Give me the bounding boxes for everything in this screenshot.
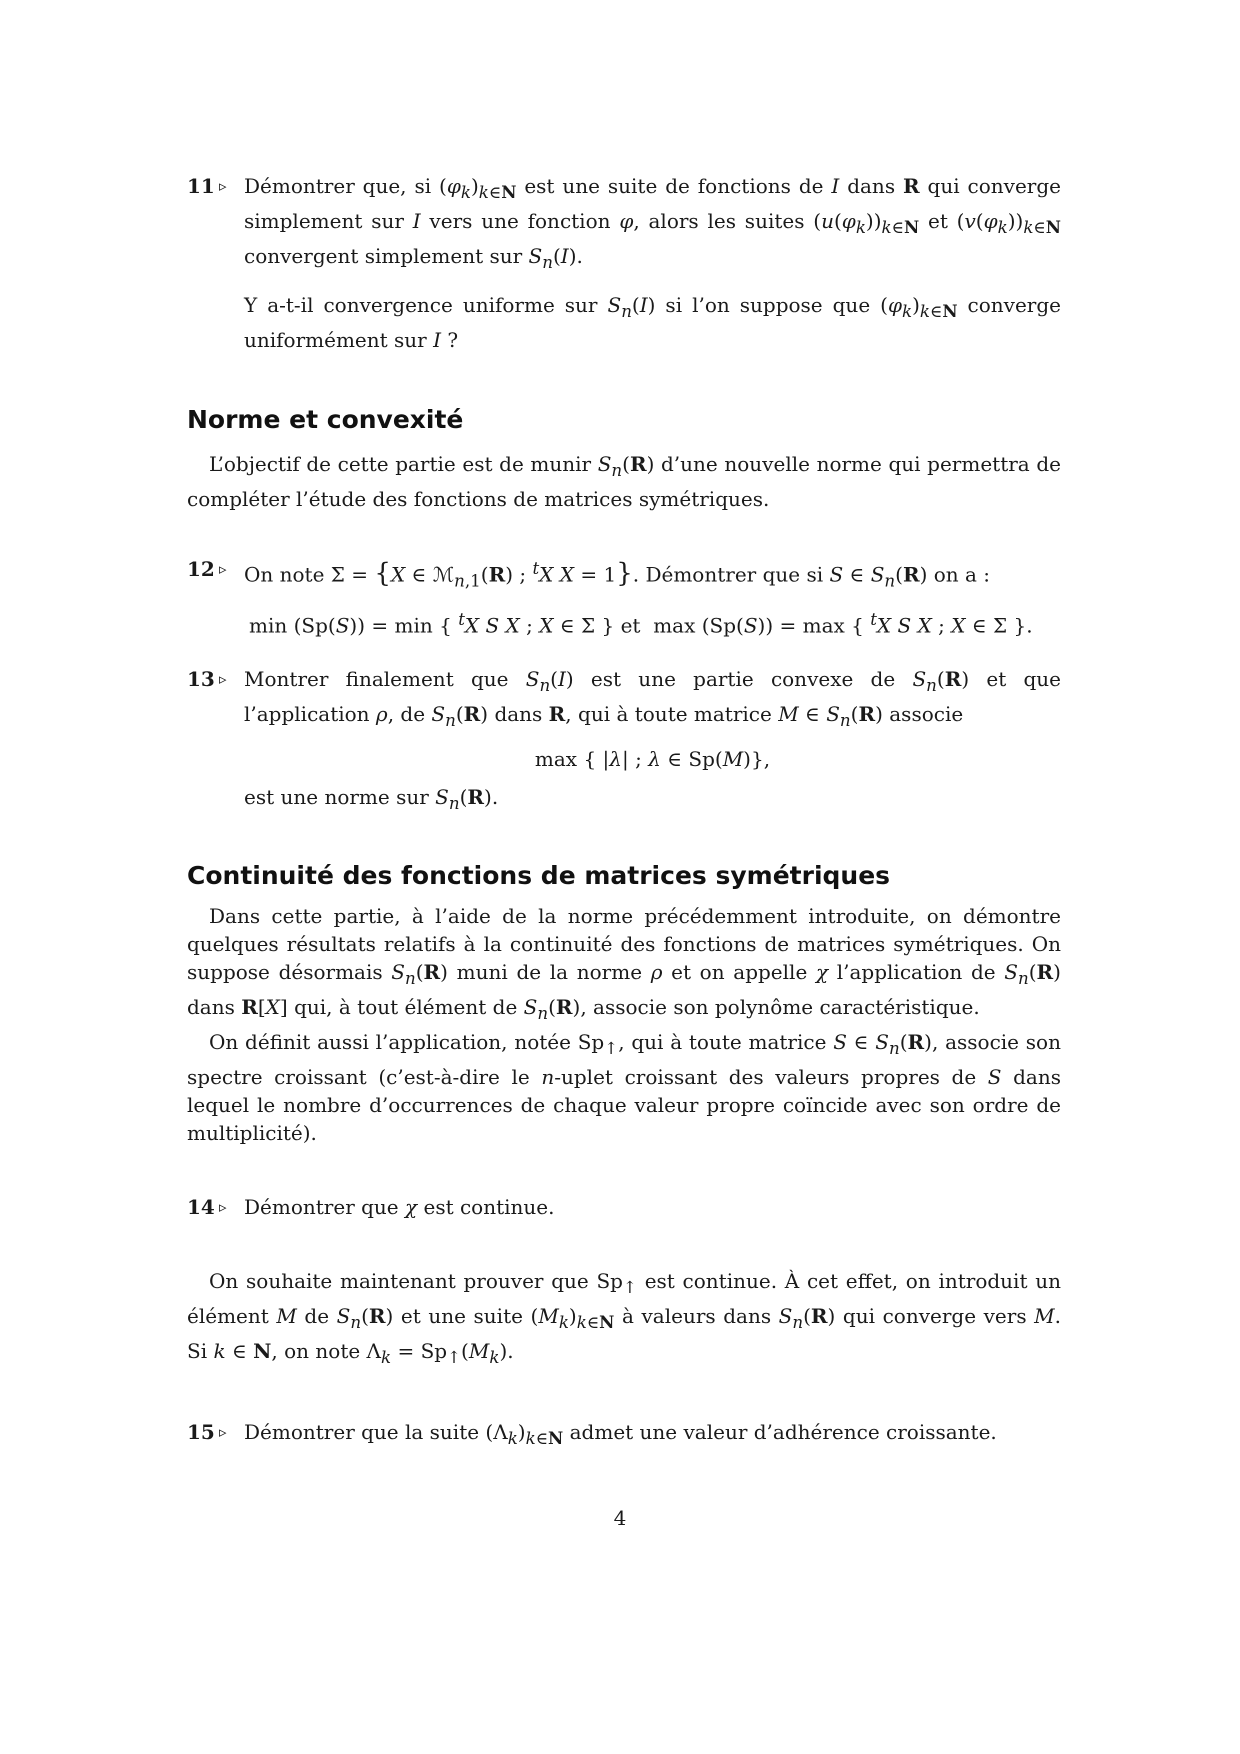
question-text: Démontrer que la suite $(\Lambda_k)_{k\in N}$ admet une valeur d’adhérence croissante.	[244, 1420, 997, 1449]
section-paragraph: Dans cette partie, à l’aide de la norme précédemment introduite, on démontre quelques résultats relatifs à la continuité des fonctions de matrices symétriques. On suppose désormais $S_n(R)$ muni de la norme ρ et on appelle χ l’application de $S_n(R)$ dans R[X] qui, à tout élément de $S_n(R)$, associe son polynôme caractéristique.	[187, 904, 1061, 1024]
question-text: Démontrer que χ est continue.	[244, 1195, 555, 1220]
question-number: 13	[187, 667, 215, 692]
question-15	[187, 1418, 1061, 1453]
section-title: Continuité des fonctions de matrices symétriques	[187, 861, 891, 891]
question-number: 14	[187, 1195, 215, 1220]
interlude-paragraph: On souhaite maintenant prouver que $Sp_↑$ est continue. À cet effet, on introduit un élément M de $S_n(R)$ et une suite $(M_k)_{k\in N}$ à valeurs dans $S_n(R)$ qui converge vers M. Si k ∈ N, on note $\Lambda_k = Sp_↑(M_k)$.	[187, 1269, 1061, 1368]
triangle-marker-icon: ▹	[219, 670, 227, 689]
question-text: Montrer finalement que $S_n(I)$ est une partie convexe de $S_n(R)$ et que l’application ρ, de $S_n(R)$ dans R, qui à toute matrice M ∈ $S_n(R)$ associe	[244, 667, 1061, 731]
question-14	[187, 1193, 1061, 1221]
question-number: 15	[187, 1420, 215, 1445]
question-number: 11	[187, 174, 215, 198]
section-title: Norme et convexité	[187, 405, 464, 434]
triangle-marker-icon: ▹	[219, 1198, 227, 1217]
section-paragraph: On définit aussi l’application, notée $Sp_↑$, qui à toute matrice S ∈ $S_n(R)$, associe son spectre croissant (c’est-à-dire le n-uplet croissant des valeurs propres de S dans lequel le nombre d’occurrences de chaque valeur propre coïncide avec son ordre de multiplicité).	[187, 1030, 1061, 1146]
formula-spectral-norm: max { |λ| ; λ ∈ Sp(M)},	[534, 747, 771, 772]
formula-min-max: min (Sp(S)) = min { $^t$X S X ; X ∈ Σ } et max (Sp(S)) = max { $^t$X S X ; X ∈ Σ }.	[249, 609, 1033, 638]
question-text-after: est une norme sur $S_n(R)$.	[244, 785, 499, 814]
triangle-marker-icon: ▹	[219, 560, 227, 578]
question-text: On note Σ = {X ∈ ℳ$_{n,1}$(R) ; $^t$X X = 1}. Démontrer que si S ∈ $S_n(R)$ on a :	[244, 558, 991, 591]
question-12	[187, 555, 1061, 596]
page-content	[187, 172, 1061, 1453]
question-11	[187, 172, 1061, 354]
question-text-continued: Y a-t-il convergence uniforme sur $S_n(I)$ si l’on suppose que $(\varphi_k)_{k\in N}$ converge uniformément sur I ?	[244, 293, 1061, 352]
question-text: Démontrer que, si $(\varphi_k)_{k\in N}$ est une suite de fonctions de I dans R qui converge simplement sur I vers une fonction φ, alors les suites $(u(\varphi_k))_{k\in N}$ et $(v(\varphi_k))_{k\in N}$ convergent simplement sur $S_n(I)$.	[244, 174, 1061, 272]
page-number: 4	[613, 1506, 627, 1530]
triangle-marker-icon: ▹	[219, 177, 227, 195]
question-13	[187, 665, 1061, 818]
section-intro: L’objectif de cette partie est de munir $S_n(R)$ d’une nouvelle norme qui permettra de compléter l’étude des fonctions de matrices symétriques.	[187, 452, 1061, 511]
question-number: 12	[187, 557, 215, 581]
triangle-marker-icon: ▹	[219, 1423, 227, 1442]
